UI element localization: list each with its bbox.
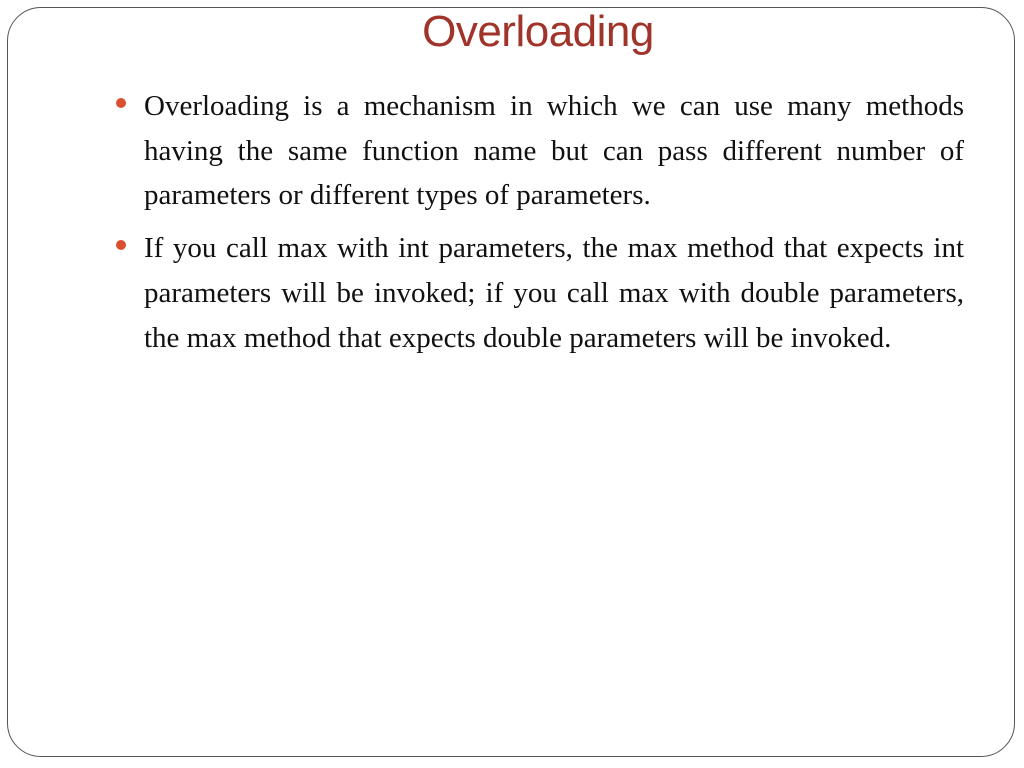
bullet-text: If you call max with int parameters, the max method that expects int parameters will be invoked; if you call max with double parameters, the max method that expects double parameters will be invoked.: [144, 232, 964, 354]
bullet-item: [114, 226, 964, 360]
bullet-text: Overloading is a mechanism in which we can use many methods having the same function name but can pass different number of parameters or different types of parameters.: [144, 90, 964, 212]
bullet-dot-icon: [116, 240, 126, 250]
bullet-dot-icon: [116, 98, 126, 108]
bullet-list: [114, 84, 964, 368]
bullet-item: [114, 84, 964, 218]
slide-title: Overloading: [422, 7, 654, 56]
